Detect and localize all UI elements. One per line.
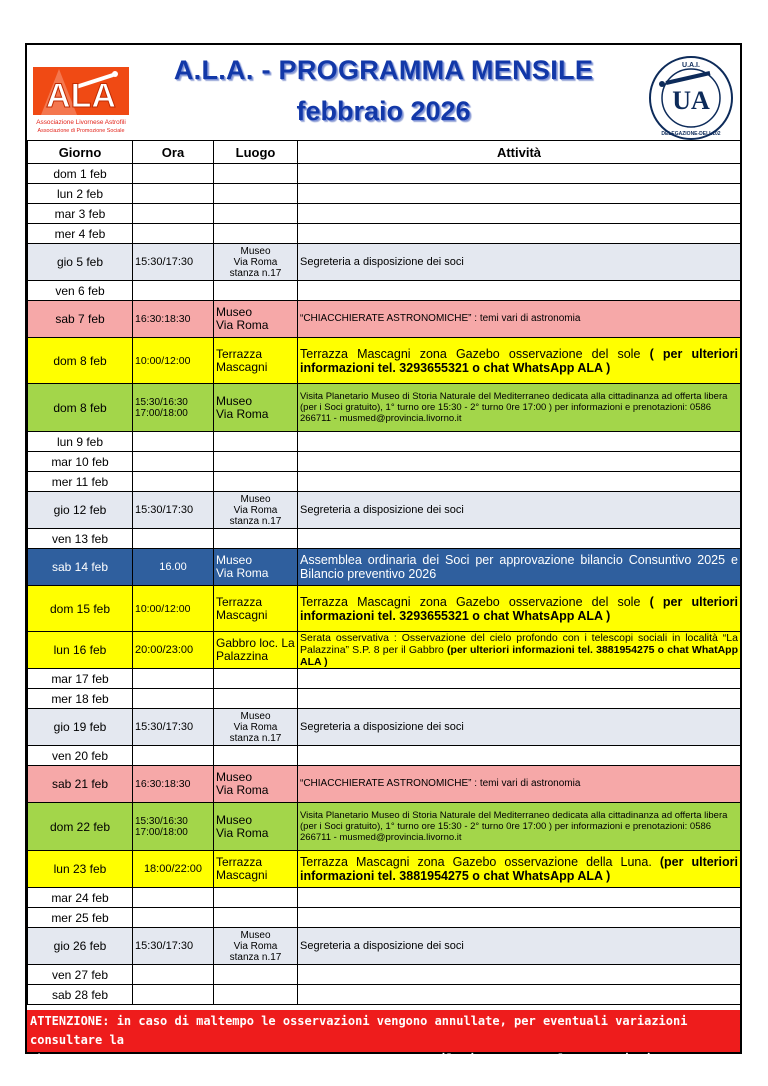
- table-row: [28, 301, 741, 338]
- cell-ora: [133, 888, 214, 908]
- cell-giorno: sab 14 feb: [28, 549, 133, 586]
- activity-text: Segreteria a disposizione dei soci: [300, 504, 464, 516]
- table-row: [28, 164, 741, 184]
- cell-attivita: [298, 164, 741, 184]
- cell-ora: 16:30:18:30: [133, 766, 214, 803]
- cell-giorno: mar 10 feb: [28, 452, 133, 472]
- activity-text: Visita Planetario Museo di Storia Naturale del Mediterraneo dedicata alla cittadinanza ad offerta libera (per i Soci gratuito), 1° turno ore 15:30 - 2° turno 0re 17:00 ) per informazioni e prenotazioni: 0586 266711 - musmed@provincia.livorno.it: [300, 391, 728, 424]
- schedule-table: [27, 140, 741, 1005]
- table-row: [28, 928, 741, 965]
- cell-ora: [133, 184, 214, 204]
- svg-text:UA: UA: [672, 86, 710, 115]
- cell-giorno: ven 20 feb: [28, 746, 133, 766]
- cell-luogo: Museo Via Roma: [214, 766, 298, 803]
- cell-giorno: dom 1 feb: [28, 164, 133, 184]
- cell-attivita: [298, 888, 741, 908]
- table-row: [28, 384, 741, 432]
- cell-giorno: dom 8 feb: [28, 384, 133, 432]
- header: [27, 45, 740, 140]
- column-header-ora: Ora: [133, 141, 214, 164]
- cell-giorno: mer 25 feb: [28, 908, 133, 928]
- cell-giorno: gio 5 feb: [28, 244, 133, 281]
- table-row: [28, 709, 741, 746]
- cell-attivita: [298, 851, 741, 888]
- cell-giorno: mer 4 feb: [28, 224, 133, 244]
- table-row: [28, 632, 741, 669]
- cell-giorno: mer 11 feb: [28, 472, 133, 492]
- cell-attivita: [298, 746, 741, 766]
- column-header-luogo: Luogo: [214, 141, 298, 164]
- table-row: [28, 965, 741, 985]
- cell-ora: [133, 689, 214, 709]
- table-row: [28, 689, 741, 709]
- cell-luogo: [214, 281, 298, 301]
- cell-ora: 20:00/23:00: [133, 632, 214, 669]
- activity-text: Terrazza Mascagni zona Gazebo osservazione del sole: [300, 346, 641, 361]
- cell-luogo: Gabbro loc. La Palazzina: [214, 632, 298, 669]
- footer-chat: chat: [30, 1052, 59, 1066]
- cell-attivita: [298, 492, 741, 529]
- table-row: [28, 851, 741, 888]
- cell-giorno: mar 3 feb: [28, 204, 133, 224]
- cell-ora: [133, 965, 214, 985]
- table-row: [28, 766, 741, 803]
- cell-luogo: [214, 689, 298, 709]
- program-sheet: [25, 43, 742, 1066]
- cell-giorno: sab 7 feb: [28, 301, 133, 338]
- cell-luogo: Museo Via Roma: [214, 301, 298, 338]
- cell-luogo: [214, 908, 298, 928]
- cell-attivita: [298, 965, 741, 985]
- cell-ora: [133, 529, 214, 549]
- table-row: [28, 452, 741, 472]
- cell-giorno: dom 22 feb: [28, 803, 133, 851]
- table-row: [28, 184, 741, 204]
- cell-luogo: Terrazza Mascagni: [214, 851, 298, 888]
- cell-luogo: Terrazza Mascagni: [214, 338, 298, 384]
- cell-giorno: ven 27 feb: [28, 965, 133, 985]
- table-row: [28, 472, 741, 492]
- table-row: [28, 204, 741, 224]
- page-subtitle-month: febbraio 2026: [296, 96, 471, 126]
- cell-ora: [133, 669, 214, 689]
- cell-giorno: sab 21 feb: [28, 766, 133, 803]
- table-row: [28, 492, 741, 529]
- table-row: [28, 669, 741, 689]
- cell-giorno: dom 15 feb: [28, 586, 133, 632]
- cell-luogo: [214, 472, 298, 492]
- cell-giorno: mer 18 feb: [28, 689, 133, 709]
- cell-ora: 15:30/17:30: [133, 244, 214, 281]
- svg-text:ALA: ALA: [46, 77, 116, 115]
- table-row: [28, 888, 741, 908]
- cell-attivita: [298, 669, 741, 689]
- activity-text: “CHIACCHIERATE ASTRONOMICHE” : temi vari di astronomia: [300, 778, 581, 789]
- cell-attivita: [298, 529, 741, 549]
- cell-luogo: Museo Via Roma stanza n.17: [214, 244, 298, 281]
- cell-ora: [133, 164, 214, 184]
- cell-ora: 15:30/17:30: [133, 709, 214, 746]
- cell-attivita: [298, 301, 741, 338]
- cell-ora: 16.00: [133, 549, 214, 586]
- activity-text: Assemblea ordinaria dei Soci per approvazione bilancio Consuntivo 2025 e Bilancio preventivo 2026: [300, 553, 738, 581]
- table-row: [28, 549, 741, 586]
- table-row: [28, 746, 741, 766]
- table-row: [28, 224, 741, 244]
- activity-text: Visita Planetario Museo di Storia Naturale del Mediterraneo dedicata alla cittadinanza ad offerta libera (per i Soci gratuito), 1° turno ore 15:30 - 2° turno 0re 17:00 ) per informazioni e prenotazioni: 0586 266711 - musmed@provincia.livorno.it: [300, 810, 728, 843]
- cell-ora: [133, 204, 214, 224]
- table-row: [28, 529, 741, 549]
- cell-giorno: dom 8 feb: [28, 338, 133, 384]
- cell-luogo: Museo Via Roma: [214, 549, 298, 586]
- cell-giorno: sab 28 feb: [28, 985, 133, 1005]
- cell-luogo: Museo Via Roma stanza n.17: [214, 492, 298, 529]
- table-row: [28, 338, 741, 384]
- cell-attivita: [298, 281, 741, 301]
- cell-ora: [133, 746, 214, 766]
- column-header-giorno: Giorno: [28, 141, 133, 164]
- table-row: [28, 432, 741, 452]
- cell-attivita: [298, 224, 741, 244]
- cell-giorno: ven 6 feb: [28, 281, 133, 301]
- activity-info: (per ulteriori informazioni tel. 3881954275 o chat WhatsApp ALA ): [300, 855, 738, 883]
- cell-giorno: ven 13 feb: [28, 529, 133, 549]
- table-row: [28, 586, 741, 632]
- cell-luogo: [214, 669, 298, 689]
- table-row: [28, 803, 741, 851]
- cell-ora: [133, 908, 214, 928]
- cell-attivita: [298, 338, 741, 384]
- cell-attivita: [298, 803, 741, 851]
- cell-luogo: [214, 529, 298, 549]
- cell-luogo: [214, 965, 298, 985]
- table-row: [28, 908, 741, 928]
- activity-text: Terrazza Mascagni zona Gazebo osservazione del sole: [300, 594, 641, 609]
- table-row: [28, 281, 741, 301]
- cell-luogo: [214, 985, 298, 1005]
- cell-attivita: [298, 204, 741, 224]
- cell-attivita: [298, 184, 741, 204]
- footer-site-link[interactable]: www.alastronomia.it: [522, 1052, 660, 1066]
- cell-attivita: [298, 928, 741, 965]
- cell-ora: [133, 985, 214, 1005]
- cell-ora: 16:30:18:30: [133, 301, 214, 338]
- cell-luogo: [214, 432, 298, 452]
- schedule-body: [28, 164, 741, 1005]
- activity-info: (per ulteriori informazioni tel. 3881954275 o chat WhatApp ALA ): [300, 644, 738, 668]
- cell-ora: 18:00/22:00: [133, 851, 214, 888]
- cell-luogo: Museo Via Roma: [214, 803, 298, 851]
- cell-giorno: lun 16 feb: [28, 632, 133, 669]
- cell-attivita: [298, 472, 741, 492]
- cell-luogo: Museo Via Roma stanza n.17: [214, 709, 298, 746]
- cell-giorno: gio 26 feb: [28, 928, 133, 965]
- cell-giorno: lun 9 feb: [28, 432, 133, 452]
- cell-luogo: [214, 164, 298, 184]
- cell-ora: 10:00/12:00: [133, 338, 214, 384]
- table-row: [28, 985, 741, 1005]
- cell-ora: [133, 432, 214, 452]
- cell-giorno: gio 19 feb: [28, 709, 133, 746]
- activity-info: ( per ulteriori informazioni tel. 3293655321 o chat WhatsApp ALA ): [300, 346, 738, 375]
- footer-simpatizzanti-link[interactable]: SIMPATIZZANTI ALA: [206, 1052, 329, 1066]
- footer-oppure: oppure il sito :: [389, 1052, 505, 1066]
- cell-luogo: Museo Via Roma: [214, 384, 298, 432]
- cell-giorno: mar 24 feb: [28, 888, 133, 908]
- cell-ora: 15:30/16:30 17:00/18:00: [133, 803, 214, 851]
- cell-luogo: Museo Via Roma stanza n.17: [214, 928, 298, 965]
- page-title: A.L.A. - PROGRAMMA MENSILE: [173, 55, 594, 85]
- cell-giorno: mar 17 feb: [28, 669, 133, 689]
- cell-attivita: [298, 432, 741, 452]
- cell-giorno: gio 12 feb: [28, 492, 133, 529]
- cell-attivita: [298, 766, 741, 803]
- svg-text:Associazione Livornese Astrofi: Associazione Livornese Astrofili: [36, 119, 126, 126]
- cell-ora: 15:30/17:30: [133, 492, 214, 529]
- cell-luogo: [214, 204, 298, 224]
- cell-luogo: [214, 224, 298, 244]
- footer-soci-link[interactable]: SOCI ALA: [92, 1052, 150, 1066]
- svg-text:Associazione di Promozione Soc: Associazione di Promozione Sociale: [37, 128, 125, 134]
- cell-ora: [133, 224, 214, 244]
- cell-attivita: [298, 244, 741, 281]
- cell-attivita: [298, 632, 741, 669]
- cell-ora: [133, 452, 214, 472]
- cell-attivita: [298, 549, 741, 586]
- cell-luogo: Terrazza Mascagni: [214, 586, 298, 632]
- table-row: [28, 244, 741, 281]
- cell-luogo: [214, 746, 298, 766]
- column-header-attivita: Attività: [298, 141, 741, 164]
- cell-ora: 15:30/17:30: [133, 928, 214, 965]
- cell-attivita: [298, 586, 741, 632]
- activity-text: Serata osservativa : Osservazione del cielo profondo con i telescopi sociali in località “La Palazzina” S.P. 8 per il Gabbro: [300, 632, 738, 656]
- activity-text: Terrazza Mascagni zona Gazebo osservazione della Luna.: [300, 855, 652, 869]
- svg-text:U.A.I.: U.A.I.: [682, 62, 700, 69]
- cell-luogo: [214, 888, 298, 908]
- activity-text: Segreteria a disposizione dei soci: [300, 721, 464, 733]
- activity-text: Segreteria a disposizione dei soci: [300, 256, 464, 268]
- footer-line-1: ATTENZIONE: in caso di maltempo le osservazioni vengono annullate, per eventuali variazioni consultare la: [30, 1014, 688, 1047]
- cell-ora: 15:30/16:30 17:00/18:00: [133, 384, 214, 432]
- cell-attivita: [298, 985, 741, 1005]
- cell-ora: [133, 281, 214, 301]
- cell-attivita: [298, 384, 741, 432]
- footer-notice: [27, 1010, 740, 1066]
- cell-attivita: [298, 452, 741, 472]
- cell-ora: 10:00/12:00: [133, 586, 214, 632]
- cell-attivita: [298, 709, 741, 746]
- cell-attivita: [298, 908, 741, 928]
- activity-text: “CHIACCHIERATE ASTRONOMICHE” : temi vari di astronomia: [300, 313, 581, 324]
- activity-text: Segreteria a disposizione dei soci: [300, 940, 464, 952]
- svg-text:DELEGAZIONE-DELL102: DELEGAZIONE-DELL102: [661, 131, 721, 137]
- cell-luogo: [214, 452, 298, 472]
- uai-logo: [648, 55, 734, 141]
- cell-attivita: [298, 689, 741, 709]
- activity-info: ( per ulteriori informazioni tel. 3293655321 o chat WhatsApp ALA ): [300, 594, 738, 623]
- cell-giorno: lun 23 feb: [28, 851, 133, 888]
- cell-giorno: lun 2 feb: [28, 184, 133, 204]
- table-header-row: [28, 141, 741, 164]
- cell-ora: [133, 472, 214, 492]
- cell-luogo: [214, 184, 298, 204]
- footer-line-2: [30, 1050, 737, 1069]
